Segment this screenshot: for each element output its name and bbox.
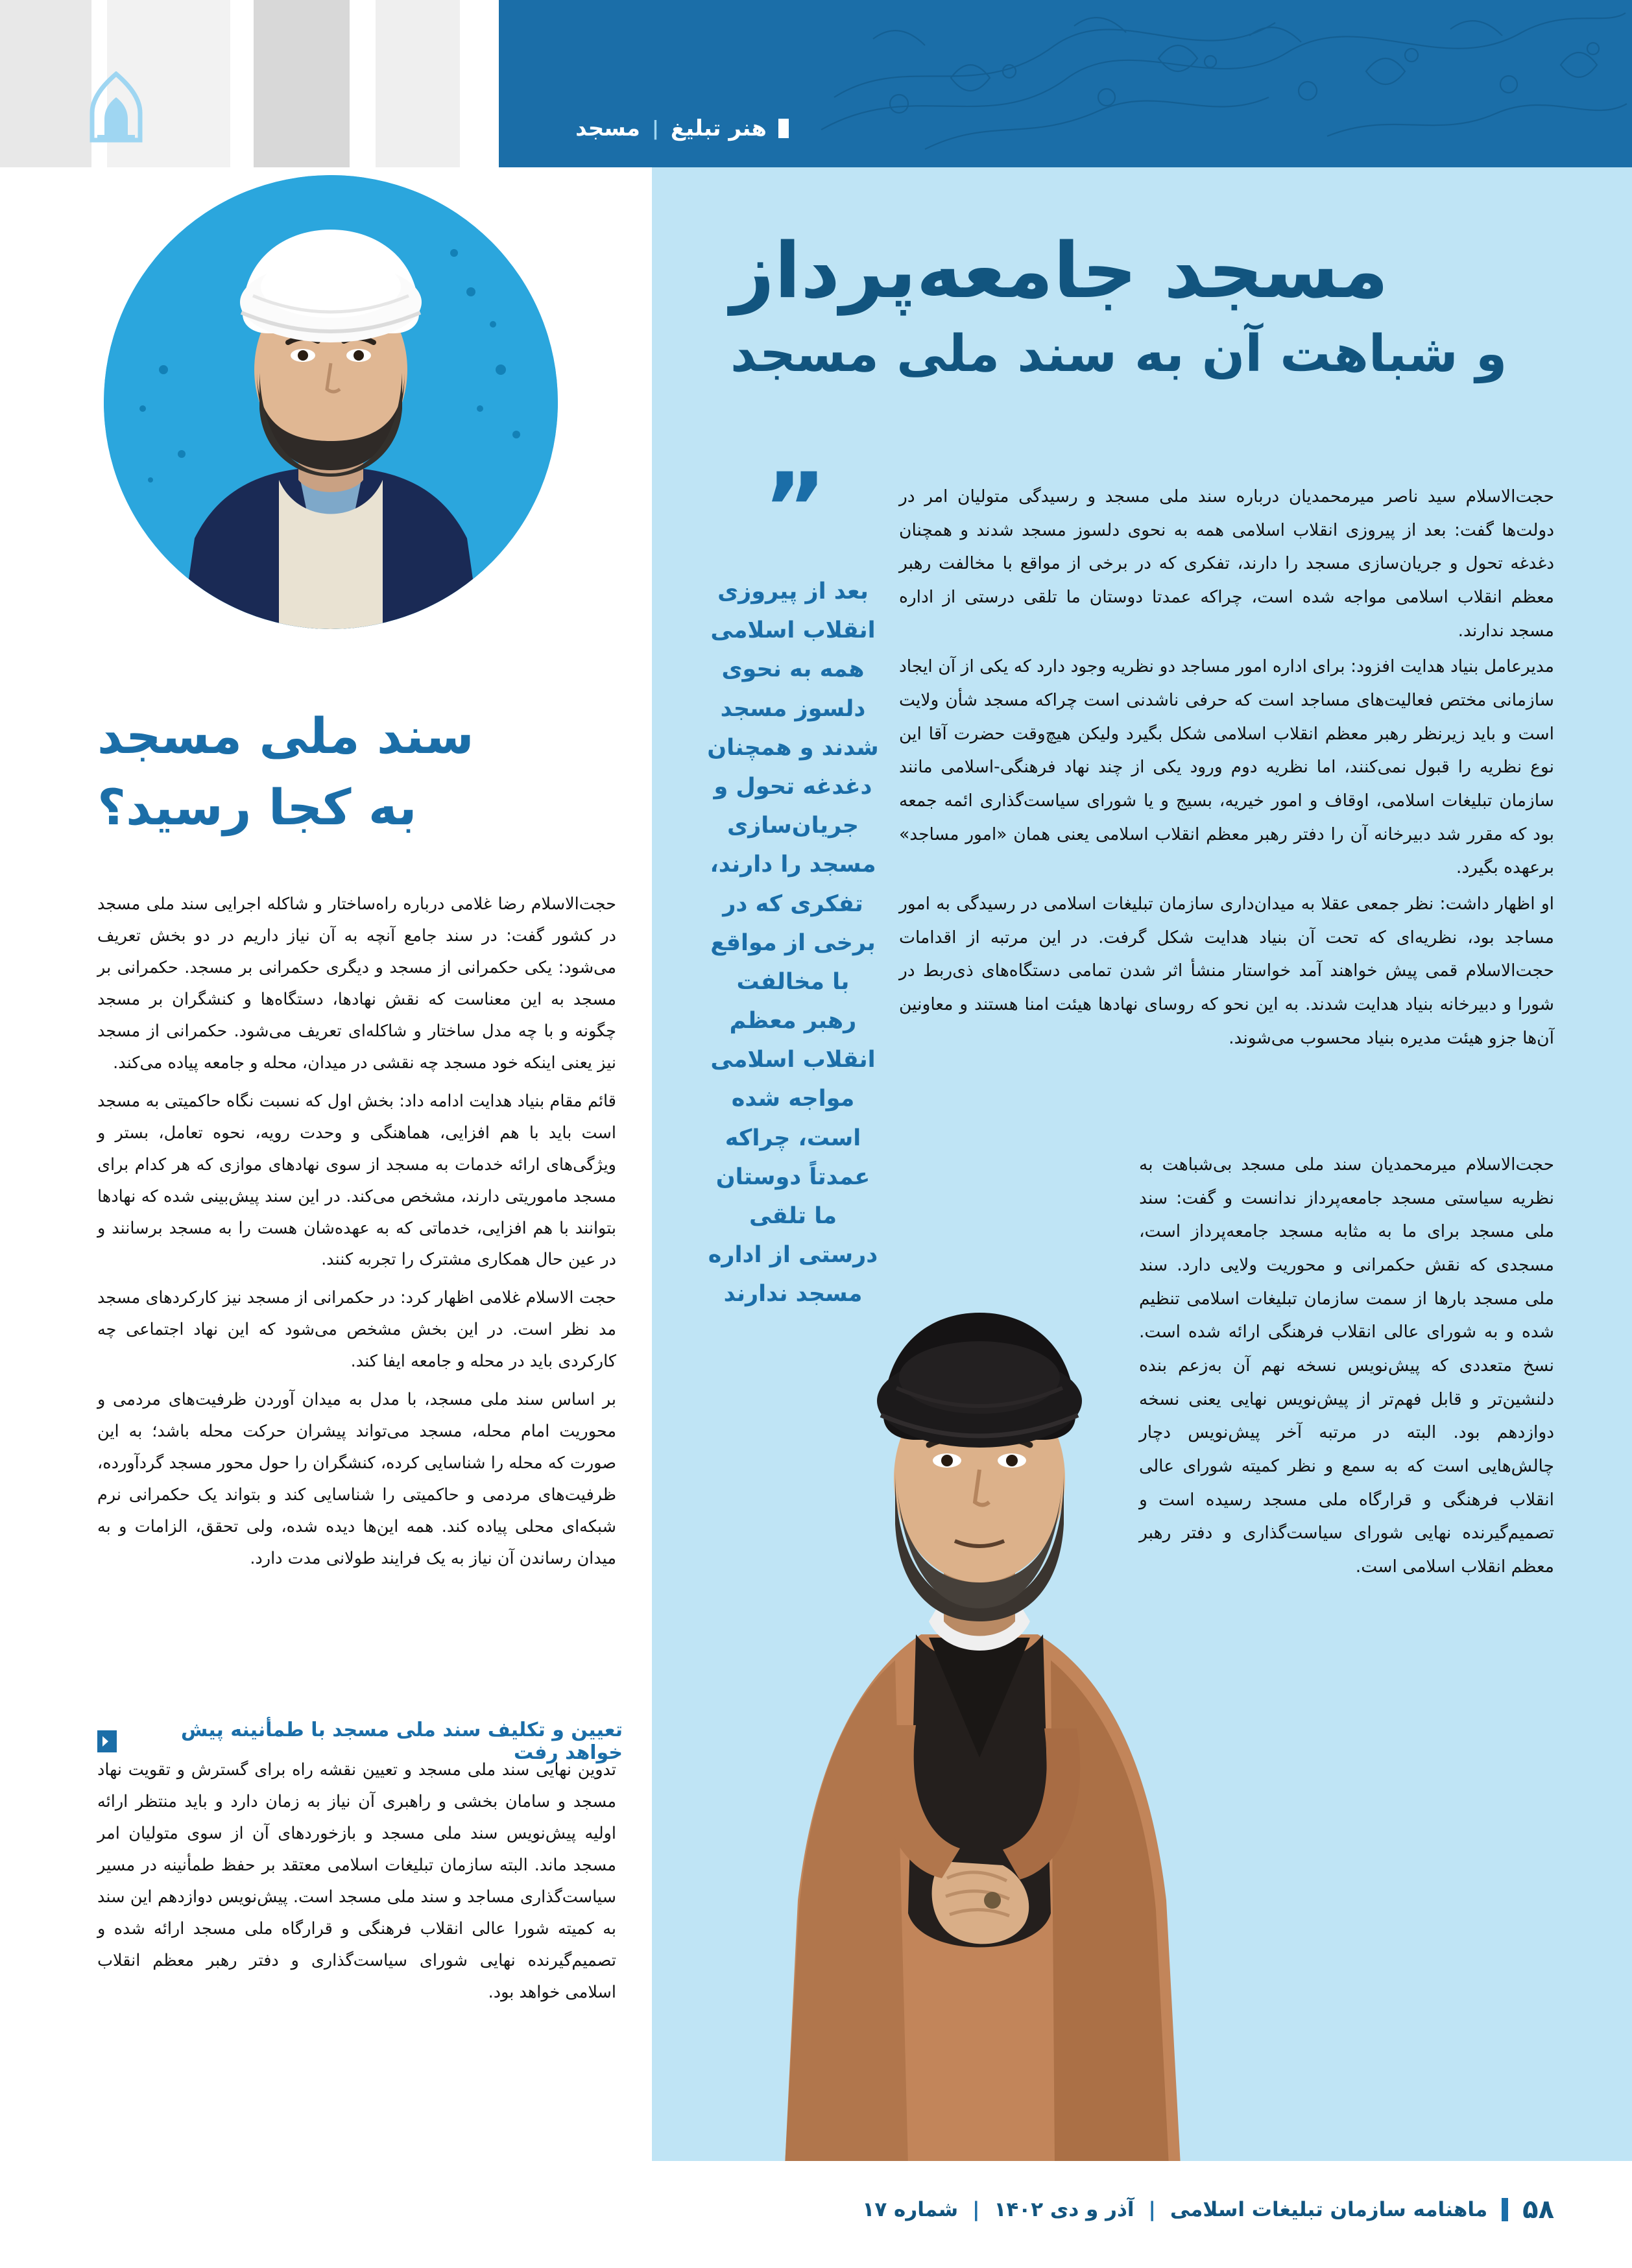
left-column-body	[97, 889, 616, 1581]
page-number: ۵۸	[1522, 2195, 1554, 2225]
footer-separator-2: |	[972, 2198, 980, 2221]
portrait-image-circle	[104, 175, 558, 629]
subheading-label: تعیین و تکلیف سند ملی مسجد با طمأنینه پیش خواهد رفت	[180, 1719, 623, 1764]
paragraph: حجت‌الاسلام رضا غلامی درباره راه‌ساختار و شاکله اجرایی سند ملی مسجد در کشور گفت: در سند جامع آنچه به آن نیاز داریم در دو بخش تعریف می‌شود: یکی حکمرانی از مسجد و دیگری حکمرانی بر مسجد. حکمرانی بر مسجد به این معناست که نقش نهادها، دستگاه‌ها و کنشگران بر مسجد چگونه و با چه مدل ساختار و شاکله‌ای تعریف می‌شود. حکمرانی از مسجد نیز یعنی اینکه خود مسجد چه نقشی در میدان، محله و جامعه پیاده می‌کند.	[97, 894, 616, 1073]
right-column-body-top	[899, 480, 1554, 1057]
paragraph: حجت‌الاسلام سید ناصر میرمحمدیان درباره سند ملی مسجد و رسیدگی متولیان امر در دولت‌ها گفت: بعد از پیروزی انقلاب اسلامی همه به نحوی دلسوز مسجد شدند و همچنان دغدغه تحول و جریان‌سازی مسجد را دارند، تفکری که در برخی از مواقع با مخالفت رهبر معظم انقلاب اسلامی مواجه شده است، چراکه عمدتا دوستان ما تلقی درستی از اداره مسجد ندارند.	[899, 486, 1554, 641]
header-breadcrumb	[575, 115, 789, 141]
paragraph: حجت الاسلام غلامی اظهار کرد: در حکمرانی از مسجد نیز کارکردهای مسجد مد نظر است. در این بخش مشخص می‌شود که این نهاد اجتماعی چه کارکردی باید در محله و جامعه ایفا کند.	[97, 1288, 616, 1372]
page-footer	[0, 2161, 1632, 2268]
header-subsection-label: مسجد	[575, 115, 640, 141]
footer-separator-1: |	[1148, 2198, 1156, 2221]
paragraph: حجت‌الاسلام میرمحمدیان سند ملی مسجد بی‌شباهت به نظریه سیاستی مسجد جامعه‌پرداز ندانست و گفت: سند ملی مسجد برای ما به مثابه مسجد جامعه‌پرداز است، مسجدی که نقش حکمرانی و محوریت ولایی دارد. سند ملی مسجد بارها از سمت سازمان تبلیغات اسلامی تنظیم شده و به شورای عالی انقلاب فرهنگی ارائه شده است. نسخ متعددی که پیش‌نویس نسخه نهم آن به‌زعم بنده دلنشین‌تر و قابل فهم‌تر از پیش‌نویس نهایی یعنی نسخه دوازدهم بود. البته در مرتبه آخر پیش‌نویس دچار چالش‌هایی است که به سمع و نظر کمیته شورای عالی انقلاب فرهنگی و قرارگاه ملی مسجد رسیده است و تصمیم‌گیرنده نهایی شورای سیاست‌گذاری و دفتر رهبر معظم انقلاب اسلامی است.	[1139, 1154, 1554, 1577]
header-separator: |	[651, 117, 659, 140]
floral-ornament-icon	[795, 0, 1632, 167]
portrait-image-full	[688, 1103, 1271, 2166]
paragraph: قائم مقام بنیاد هدایت ادامه داد: بخش اول که نسبت نگاه حاکمیتی به مسجد است باید با هم افزایی، هماهنگی و وحدت رویه، نحوه تعامل، بستر و ویژگی‌های ارائه خدمات به مسجد از سوی نهادهای موازی که هر کدام برای مسجد ماموریتی دارند، مشخص می‌کند. در این سند پیش‌بینی شده که نهادها بتوانند با هم افزایی، خدماتی که به عهده‌شان هست را به مسجد برسانند و در عین حال همکاری مشترک را تجربه کنند.	[97, 1091, 616, 1270]
footer-issue: شماره ۱۷	[862, 2198, 959, 2221]
paragraph: او اظهار داشت: نظر جمعی عقلا به میدان‌داری سازمان تبلیغات اسلامی در رسیدگی به امور مساجد بود، نظریه‌ای که تحت آن بنیاد هدایت شکل گرفت. در این مرتبه از اقدامات حجت‌الاسلام قمی پیش خواهند آمد خواستار منشأ اثر شدن تمامی دستگاه‌های ذی‌ربط در شورا و دبیرخانه بنیاد هدایت شدند. به این نحو که روسای نهادها هیئت امنا هستند و معاونین آن‌ها جزو هیئت مدیره بنیاد محسوب می‌شوند.	[899, 894, 1554, 1048]
article-title-line-2: و شباهت آن به سند ملی مسجد	[730, 324, 1507, 383]
footer-divider-icon	[1502, 2198, 1508, 2221]
header-bullet-icon	[778, 119, 789, 138]
quote-mark-icon: ”	[763, 453, 823, 566]
page-header	[0, 0, 1632, 167]
paragraph: تدوین نهایی سند ملی مسجد و تعیین نقشه راه برای گسترش و تقویت نهاد مسجد و سامان بخشی و راهبری آن نیاز به زمان دارد و باید منتظر ارائه اولیه پیش‌نویس سند ملی مسجد و بازخوردهای آن از سوی متولیان امر مسجد ماند. البته سازمان تبلیغات اسلامی معتقد بر حفظ طمأنینه در مسیر سیاست‌گذاری مساجد و سند ملی مسجد است. پیش‌نویس دوازدهم این سند به کمیته شورا عالی انقلاب فرهنگی و قرارگاه ملی مسجد ارائه شده و تصمیم‌گیرنده نهایی شورای سیاست‌گذاری و دفتر رهبر معظم انقلاب اسلامی خواهد بود.	[97, 1760, 616, 2002]
page-title	[97, 700, 616, 843]
article-title-line-1: مسجد جامعه‌پرداز	[730, 226, 1389, 315]
left-column-body-secondary	[97, 1754, 616, 2009]
paragraph: بر اساس سند ملی مسجد، با مدل به میدان آوردن ظرفیت‌های مردمی و محوریت امام محله، مسجد می‌تواند پیشران حرکت محله باشد؛ به این صورت که محله را شناسایی کرده، کنشگران را حول محور مسجد گردآورده، ظرفیت‌های مردمی و حاکمیتی را شناسایی کند و بتواند یک حکمرانی نرم شبکه‌ای محلی پیاده کند. همه این‌ها دیده شده، ولی تحقق، الزامات و به میدان رساندن آن نیاز به یک فرایند طولانی مدت دارد.	[97, 1390, 616, 1569]
footer-publication-name: ماهنامه سازمان تبلیغات اسلامی	[1170, 2198, 1488, 2221]
pull-quote-text: بعد از پیروزی انقلاب اسلامی همه به نحوی دلسوز مسجد شدند و همچنان دغدغه تحول و جریان‌سازی مسجد را دارند، تفکری که در برخی از مواقع با مخالفت رهبر معظم انقلاب اسلامی مواجه شده است، چراکه عمدتاً دوستان ما تلقی درستی از اداره مسجد ندارند	[707, 579, 879, 1307]
mosque-dome-icon	[78, 71, 154, 143]
article-title	[730, 227, 1561, 388]
headline-line-2: به کجا رسید؟	[97, 778, 417, 837]
footer-date: آذر و دی ۱۴۰۲	[994, 2198, 1134, 2221]
paragraph: مدیرعامل بنیاد هدایت افزود: برای اداره امور مساجد دو نظریه وجود دارد که یکی از آن ایجاد سازمانی مختص فعالیت‌های مساجد است که حرفی ناشدنی است چراکه مسجد شأن ولایت است و باید زیرنظر رهبر معظم انقلاب اسلامی شکل بگیرد ولیکن هیچ‌وقت حضرت آقا این نوع نظریه را قبول نمی‌کنند، اما نظریه دوم ورود یکی از چند نهاد فرهنگی-اسلامی مانند سازمان تبلیغات اسلامی، اوقاف و امور خیریه، بسیج و یا شورای سیاست‌گذاری ائمه جمعه بود که مقرر شد دبیرخانه آن را دفتر رهبر معظم انقلاب اسلامی یعنی همان «امور مساجد» برعهده بگیرد.	[899, 656, 1554, 878]
header-section-label: هنر تبلیغ	[670, 115, 767, 141]
headline-line-1: سند ملی مسجد	[97, 707, 474, 765]
play-triangle-icon	[97, 1730, 117, 1752]
avatar	[104, 175, 558, 629]
